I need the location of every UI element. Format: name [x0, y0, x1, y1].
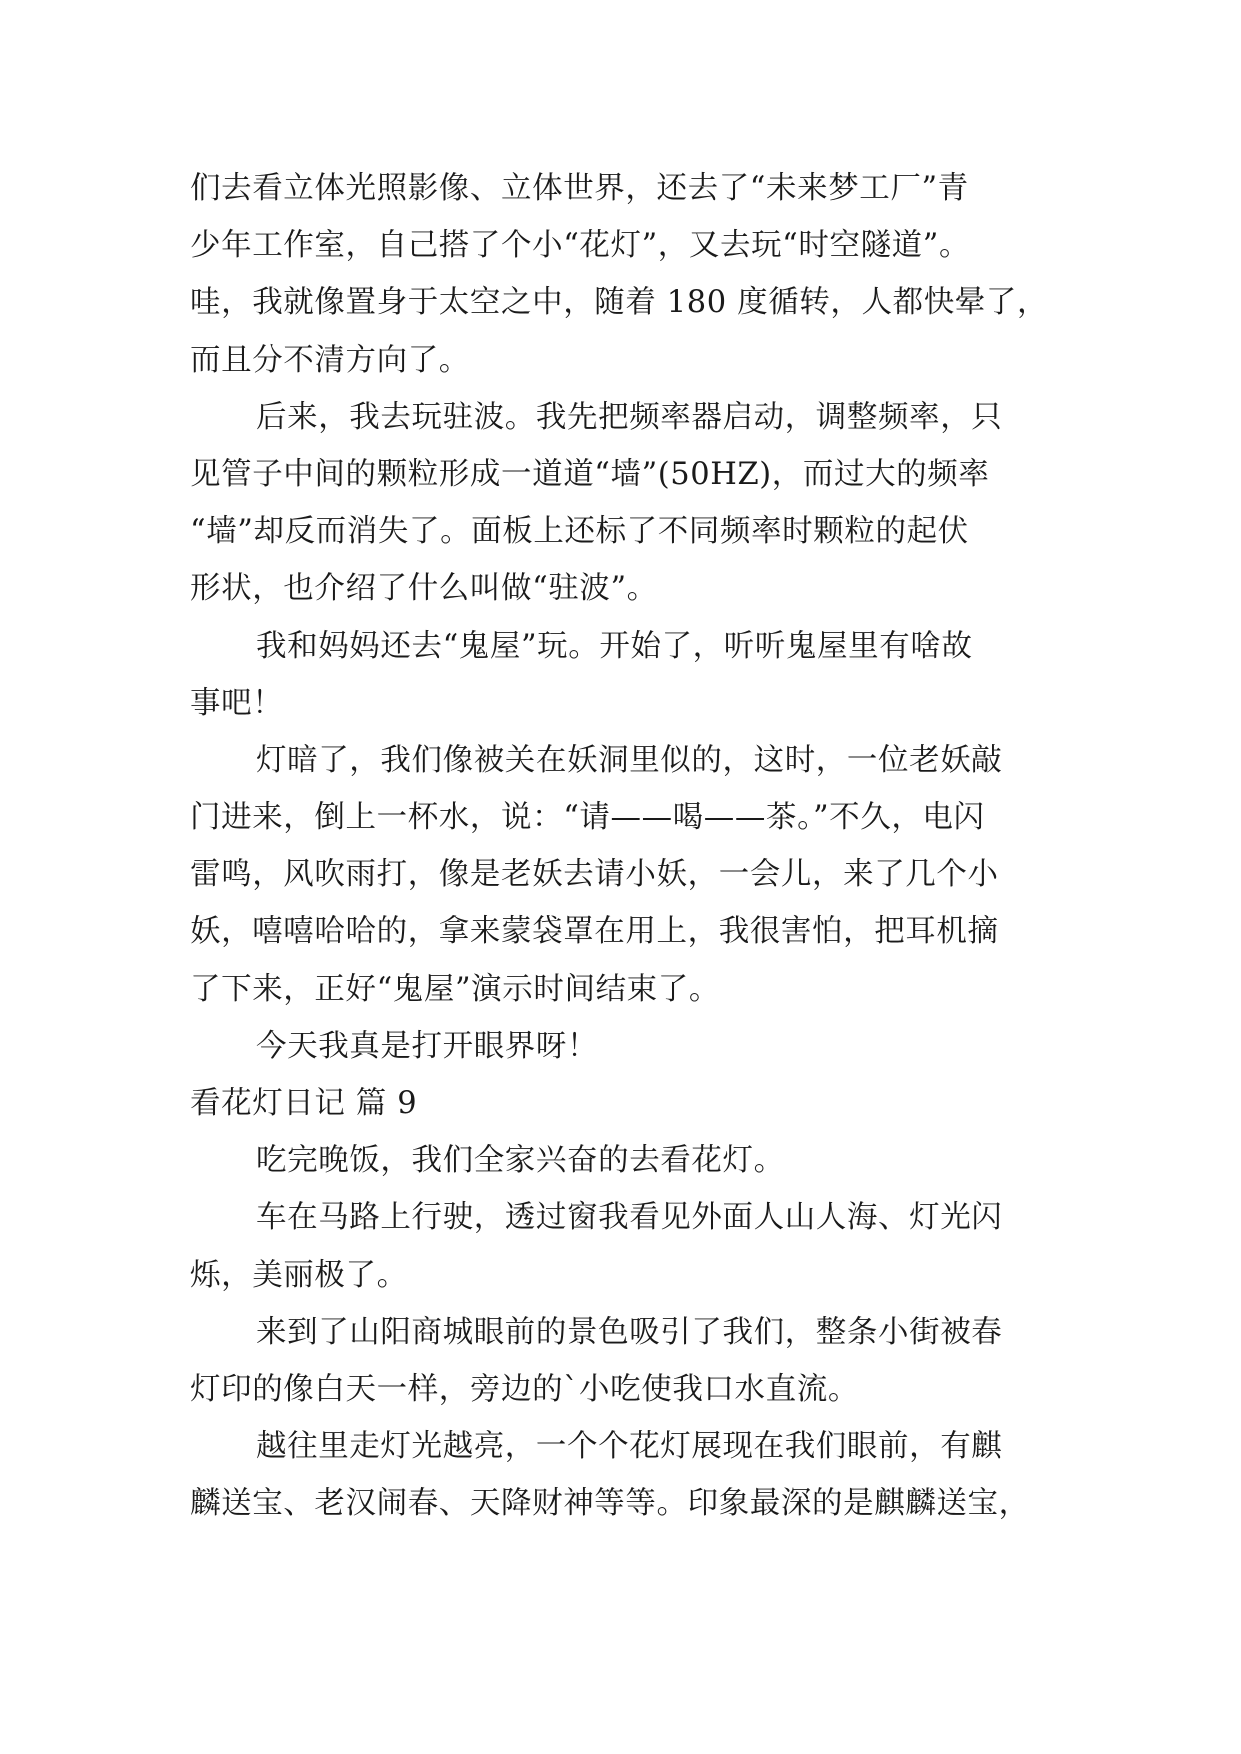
- text-line: 今天我真是打开眼界呀！: [256, 1028, 599, 1064]
- text-line: 后来，我去玩驻波。我先把频率器启动，调整频率，只: [256, 399, 1003, 435]
- text-line: 灯印的像白天一样，旁边的`小吃使我口水直流。: [190, 1371, 859, 1407]
- text-line: 们去看立体光照影像、立体世界，还去了“未来梦工厂”青: [190, 171, 969, 206]
- text-line: 事吧！: [190, 685, 284, 721]
- text-line: 形状，也介绍了什么叫做“驻波”。: [190, 571, 658, 607]
- section-heading: 看花灯日记 篇 9: [190, 1086, 418, 1121]
- text-line: 越往里走灯光越亮，一个个花灯展现在我们眼前，有麒: [256, 1429, 1003, 1465]
- text-line: 见管子中间的颗粒形成一道道“墙”(50HZ)，而过大的频率: [190, 456, 990, 492]
- text-line: 麟送宝、老汉闹春、天降财神等等。印象最深的是麒麟送宝，: [190, 1486, 1030, 1522]
- text-line: 吃完晚饭，我们全家兴奋的去看花灯。: [256, 1143, 785, 1179]
- text-line: 哇，我就像置身于太空之中，随着 180 度循转，人都快晕了，: [190, 285, 1049, 321]
- text-body: [190, 160, 1070, 1533]
- text-line: “墙”却反而消失了。面板上还标了不同频率时颗粒的起伏: [190, 514, 969, 550]
- text-line: 少年工作室，自己搭了个小“花灯”，又去玩“时空隧道”。: [190, 228, 971, 264]
- text-line: 来到了山阳商城眼前的景色吸引了我们，整条小街被春: [256, 1314, 1003, 1350]
- text-line: 妖，嘻嘻哈哈的，拿来蒙袋罩在用上，我很害怕，把耳机摘: [190, 914, 999, 950]
- text-line: 灯暗了，我们像被关在妖洞里似的，这时，一位老妖敲: [256, 742, 1003, 778]
- text-line: 门进来，倒上一杯水，说：“请——喝——茶。”不久，电闪: [190, 800, 985, 836]
- text-line: 而且分不清方向了。: [190, 342, 470, 378]
- text-line: 我和妈妈还去“鬼屋”玩。开始了，听听鬼屋里有啥故: [256, 628, 973, 664]
- text-line: 车在马路上行驶，透过窗我看见外面人山人海、灯光闪: [256, 1200, 1003, 1236]
- text-line: 烁，美丽极了。: [190, 1257, 408, 1293]
- text-line: 雷鸣，风吹雨打，像是老妖去请小妖，一会儿，来了几个小: [190, 857, 999, 893]
- text-line: 了下来，正好“鬼屋”演示时间结束了。: [190, 971, 720, 1007]
